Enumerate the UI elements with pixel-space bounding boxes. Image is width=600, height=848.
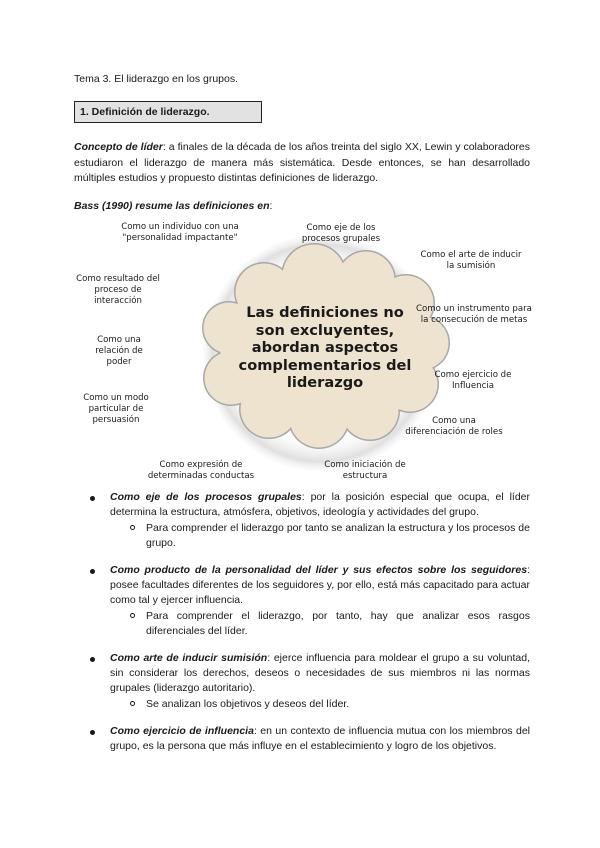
bullet-text: : en un contexto de influencia mutua con los miembros del grupo, es la persona que más influye en el establecimiento y logro de los objetivos.: [110, 725, 531, 752]
list-item: [90, 490, 530, 551]
bullet-term: Como arte de inducir sumisión: [110, 652, 268, 664]
list-item: [90, 651, 530, 712]
sub-item: [110, 697, 530, 712]
bullet-dot: [90, 496, 95, 501]
intro-paragraph: [74, 140, 530, 187]
cloud-center-text: Las definiciones no son excluyentes, abordan aspectos complementarios del liderazgo: [238, 304, 412, 391]
sub-item: [110, 609, 530, 639]
label-instrumento-metas: Como un instrumento para la consecución de metas: [416, 304, 532, 325]
intro-text: : a finales de la década de los años treinta del siglo XX, Lewin y colaboradores estudiaron el liderazgo de manera más sistemática. Desde entonces, se han desarrollado múltiples estudios y propuesto distintas definiciones de liderazgo.: [74, 141, 530, 184]
bullet-dot: [90, 657, 95, 662]
label-iniciacion-estructura: Como iniciación de estructura: [324, 460, 406, 481]
sub-item: [110, 521, 530, 551]
list-item: [90, 563, 530, 639]
sub-bullet-circle: [130, 701, 135, 706]
label-eje-procesos: Como eje de los procesos grupales: [301, 223, 381, 244]
section-heading: 1. Definición de liderazgo.: [74, 101, 262, 123]
sub-bullet-circle: [130, 525, 135, 530]
sub-item-text: Para comprender el liderazgo por tanto se analizan la estructura y los procesos de grupo.: [146, 522, 530, 549]
bass-heading-colon: :: [269, 200, 273, 212]
label-ejercicio-influencia: Como ejercicio de Influencia: [434, 370, 512, 391]
definitions-diagram: [66, 218, 536, 488]
list-item: [90, 724, 530, 754]
sub-item-text: Para comprender el liderazgo, por tanto, hay que analizar esos rasgos diferenciales del líder.: [146, 610, 530, 637]
bullet-term: Como ejercicio de influencia: [110, 725, 254, 737]
bullet-text: : ejerce influencia para moldear el grupo a su voluntad, sin considerar los derechos, deseos o necesidades de sus miembros ni las normas grupales (liderazgo autoritario).: [110, 652, 530, 694]
bullet-dot: [90, 569, 95, 574]
topic-title: Tema 3. El liderazgo en los grupos.: [74, 73, 239, 85]
bullet-text: : por la posición especial que ocupa, el líder determina la estructura, atmósfera, objetivos, ideología y actividades del grupo.: [110, 491, 530, 518]
label-arte-sumision: Como el arte de inducir la sumisión: [420, 250, 522, 271]
label-expresion-conductas: Como expresión de determinadas conductas: [147, 460, 255, 481]
label-modo-persuasion: Como un modo particular de persuasión: [83, 393, 149, 425]
intro-term: Concepto de líder: [74, 141, 163, 153]
bullet-term: Como eje de los procesos grupales: [110, 491, 302, 503]
sub-bullet-circle: [130, 613, 135, 618]
bullet-term: Como producto de la personalidad del líder y sus efectos sobre los seguidores: [110, 564, 528, 576]
bass-heading: [74, 200, 272, 212]
bass-heading-text: Bass (1990) resume las definiciones en: [74, 200, 270, 212]
label-personalidad: Como un individuo con una "personalidad impactante": [121, 222, 239, 243]
label-diferenciacion-roles: Como una diferenciación de roles: [405, 416, 503, 437]
bullet-text: : posee facultades diferentes de los seguidores y, por ello, está más capacitado para actuar como tal y ejercer influencia.: [110, 564, 530, 606]
label-relacion-poder: Como una relación de poder: [95, 335, 143, 367]
definitions-list: [90, 490, 530, 766]
sub-item-text: Se analizan los objetivos y deseos del líder.: [146, 698, 350, 710]
bullet-dot: [90, 730, 95, 735]
label-resultado-interaccion: Como resultado del proceso de interacción: [76, 274, 160, 306]
